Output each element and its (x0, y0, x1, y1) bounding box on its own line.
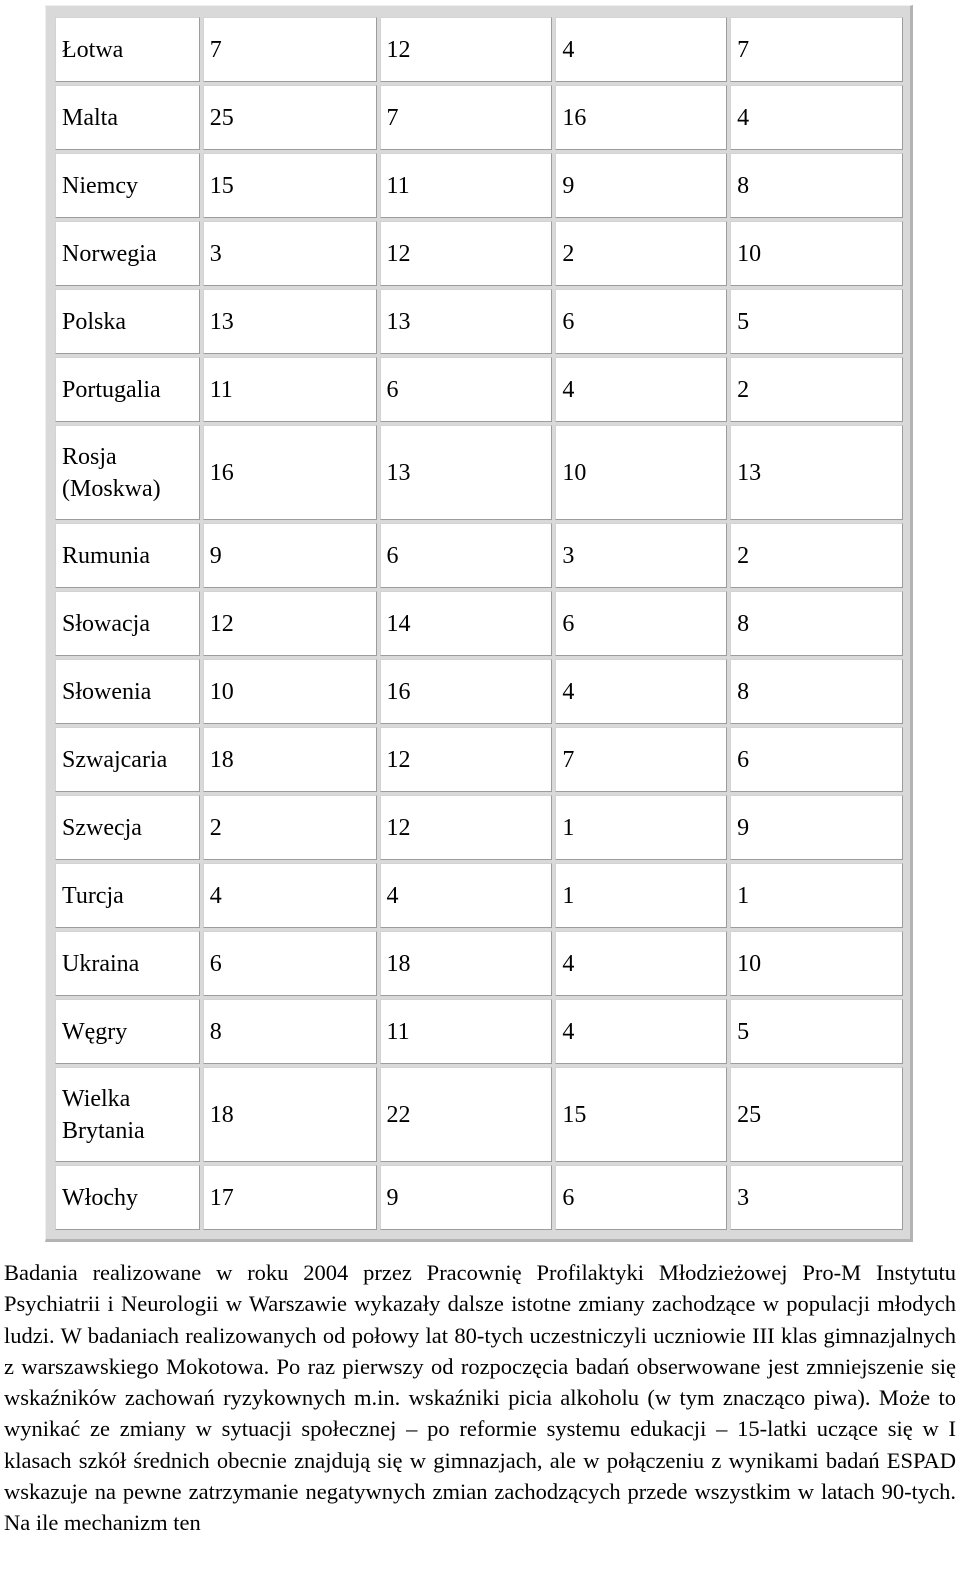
value-cell: 13 (203, 289, 377, 354)
value-cell: 12 (380, 795, 553, 860)
value-cell: 13 (730, 425, 903, 520)
value-cell: 25 (203, 85, 377, 150)
value-cell: 9 (380, 1165, 553, 1230)
value-cell: 5 (730, 289, 903, 354)
value-cell: 6 (380, 357, 553, 422)
table-row (55, 221, 903, 286)
value-cell: 22 (380, 1067, 553, 1162)
value-cell: 4 (555, 659, 727, 724)
country-cell: Niemcy (55, 153, 200, 218)
value-cell: 3 (730, 1165, 903, 1230)
country-cell: Szwajcaria (55, 727, 200, 792)
table-row (55, 523, 903, 588)
value-cell: 8 (730, 591, 903, 656)
value-cell: 11 (380, 153, 553, 218)
value-cell: 9 (555, 153, 727, 218)
table-row (55, 659, 903, 724)
value-cell: 2 (555, 221, 727, 286)
country-cell: Węgry (55, 999, 200, 1064)
value-cell: 16 (203, 425, 377, 520)
value-cell: 25 (730, 1067, 903, 1162)
value-cell: 10 (730, 221, 903, 286)
value-cell: 4 (555, 17, 727, 82)
value-cell: 7 (730, 17, 903, 82)
value-cell: 15 (555, 1067, 727, 1162)
value-cell: 4 (555, 999, 727, 1064)
value-cell: 2 (730, 357, 903, 422)
value-cell: 7 (203, 17, 377, 82)
value-cell: 6 (555, 1165, 727, 1230)
value-cell: 1 (730, 863, 903, 928)
value-cell: 12 (380, 17, 553, 82)
value-cell: 4 (555, 357, 727, 422)
value-cell: 3 (203, 221, 377, 286)
table-row (55, 1165, 903, 1230)
value-cell: 9 (730, 795, 903, 860)
value-cell: 14 (380, 591, 553, 656)
country-cell: Malta (55, 85, 200, 150)
value-cell: 18 (203, 727, 377, 792)
table-row (55, 591, 903, 656)
country-cell: Ukraina (55, 931, 200, 996)
value-cell: 2 (730, 523, 903, 588)
country-cell: Norwegia (55, 221, 200, 286)
table-row (55, 931, 903, 996)
value-cell: 7 (380, 85, 553, 150)
value-cell: 8 (730, 659, 903, 724)
country-cell: Portugalia (55, 357, 200, 422)
value-cell: 13 (380, 289, 553, 354)
country-cell: Szwecja (55, 795, 200, 860)
country-cell: Słowacja (55, 591, 200, 656)
value-cell: 12 (380, 727, 553, 792)
value-cell: 4 (555, 931, 727, 996)
value-cell: 10 (555, 425, 727, 520)
value-cell: 6 (555, 591, 727, 656)
value-cell: 17 (203, 1165, 377, 1230)
country-cell: Rumunia (55, 523, 200, 588)
value-cell: 6 (555, 289, 727, 354)
country-cell: Wielka Brytania (55, 1067, 200, 1162)
country-cell: Rosja (Moskwa) (55, 425, 200, 520)
value-cell: 12 (203, 591, 377, 656)
value-cell: 3 (555, 523, 727, 588)
value-cell: 10 (730, 931, 903, 996)
table-row (55, 863, 903, 928)
country-cell: Łotwa (55, 17, 200, 82)
table-row (55, 795, 903, 860)
table-row (55, 153, 903, 218)
value-cell: 18 (203, 1067, 377, 1162)
table-row (55, 17, 903, 82)
value-cell: 9 (203, 523, 377, 588)
value-cell: 1 (555, 863, 727, 928)
value-cell: 6 (203, 931, 377, 996)
value-cell: 13 (380, 425, 553, 520)
value-cell: 11 (203, 357, 377, 422)
country-cell: Słowenia (55, 659, 200, 724)
table-row (55, 289, 903, 354)
value-cell: 12 (380, 221, 553, 286)
value-cell: 4 (730, 85, 903, 150)
value-cell: 11 (380, 999, 553, 1064)
value-cell: 2 (203, 795, 377, 860)
value-cell: 16 (380, 659, 553, 724)
value-cell: 8 (203, 999, 377, 1064)
table-row (55, 999, 903, 1064)
country-data-table (52, 14, 906, 1233)
value-cell: 15 (203, 153, 377, 218)
value-cell: 1 (555, 795, 727, 860)
value-cell: 6 (730, 727, 903, 792)
table-row (55, 85, 903, 150)
value-cell: 4 (380, 863, 553, 928)
value-cell: 5 (730, 999, 903, 1064)
country-cell: Turcja (55, 863, 200, 928)
table-row (55, 357, 903, 422)
body-paragraph: Badania realizowane w roku 2004 przez Pracownię Profilaktyki Młodzieżowej Pro-M Instytutu Psychiatrii i Neurologii w Warszawie wykazały dalsze istotne zmiany zachodzące w populacji młodych ludzi. W badaniach realizowanych od połowy lat 80-tych uczestniczyli uczniowie III klas gimnazjalnych z warszawskiego Mokotowa. Po raz pierwszy od rozpoczęcia badań obserwowane jest zmniejszenie się wskaźników zachowań ryzykownych m.in. wskaźniki picia alkoholu (w tym znacząco piwa). Może to wynikać ze zmiany w sytuacji społecznej – po reformie systemu edukacji – 15-latki uczące się w I klasach szkół średnich obecnie znajdują się w gimnazjach, ale w połączeniu z wynikami badań ESPAD wskazuje na pewne zatrzymanie negatywnych zmian zachodzących przede wszystkim w latach 90-tych. Na ile mechanizm ten (4, 1260, 956, 1536)
value-cell: 4 (203, 863, 377, 928)
table-row (55, 425, 903, 520)
value-cell: 7 (555, 727, 727, 792)
country-cell: Włochy (55, 1165, 200, 1230)
country-cell: Polska (55, 289, 200, 354)
table-row (55, 1067, 903, 1162)
value-cell: 16 (555, 85, 727, 150)
value-cell: 10 (203, 659, 377, 724)
value-cell: 6 (380, 523, 553, 588)
value-cell: 8 (730, 153, 903, 218)
table-row (55, 727, 903, 792)
value-cell: 18 (380, 931, 553, 996)
